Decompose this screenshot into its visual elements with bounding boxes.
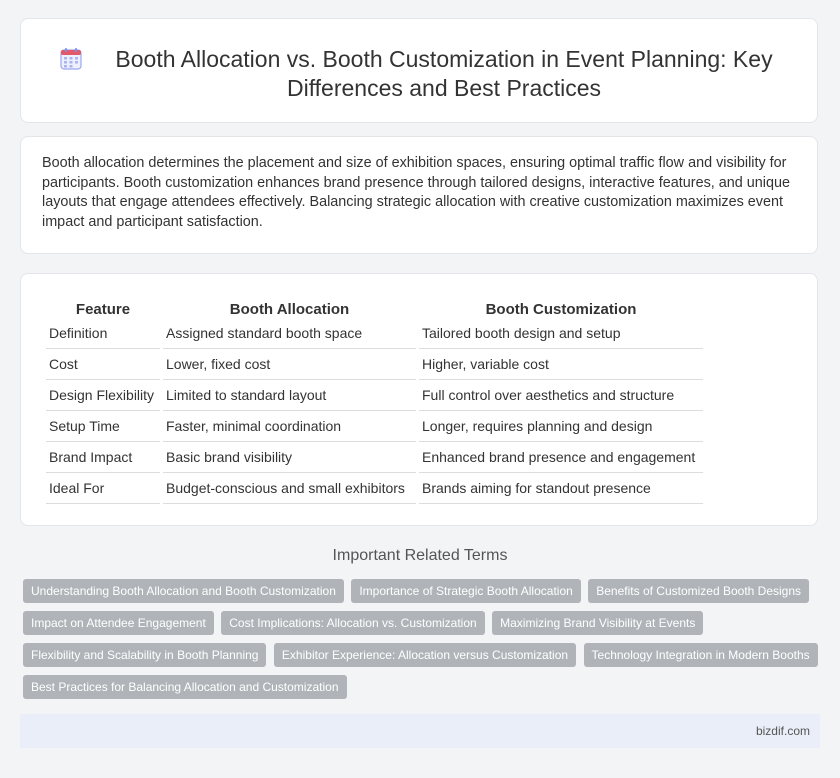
header-feature: Feature	[75, 301, 131, 318]
table-row	[46, 349, 703, 380]
table-cell: Tailored booth design and setup	[419, 318, 703, 349]
table-row	[46, 318, 703, 349]
related-term-tag[interactable]: Best Practices for Balancing Allocation and Customization	[23, 675, 347, 699]
table-cell: Enhanced brand presence and engagement	[419, 442, 703, 473]
related-term-tag[interactable]: Flexibility and Scalability in Booth Planning	[23, 643, 266, 667]
related-term-tag[interactable]: Importance of Strategic Booth Allocation	[351, 579, 580, 603]
comparison-table	[43, 296, 706, 504]
header-booth-allocation: Booth Allocation	[229, 301, 350, 318]
table-row	[46, 473, 703, 504]
table-row	[46, 411, 703, 442]
table-cell: Assigned standard booth space	[163, 318, 416, 349]
table-cell: Lower, fixed cost	[163, 349, 416, 380]
comparison-card	[20, 273, 818, 526]
table-cell: Faster, minimal coordination	[163, 411, 416, 442]
table-cell: Design Flexibility	[46, 380, 160, 411]
table-cell: Ideal For	[46, 473, 160, 504]
table-cell: Budget-conscious and small exhibitors	[163, 473, 416, 504]
table-row	[46, 442, 703, 473]
related-terms-list	[23, 579, 823, 707]
table-header-row	[46, 296, 703, 318]
table-cell: Longer, requires planning and design	[419, 411, 703, 442]
related-term-tag[interactable]: Technology Integration in Modern Booths	[584, 643, 818, 667]
table-cell: Basic brand visibility	[163, 442, 416, 473]
related-term-tag[interactable]: Impact on Attendee Engagement	[23, 611, 214, 635]
table-cell: Cost	[46, 349, 160, 380]
table-cell: Brands aiming for standout presence	[419, 473, 703, 504]
table-cell: Higher, variable cost	[419, 349, 703, 380]
table-cell: Limited to standard layout	[163, 380, 416, 411]
related-term-tag[interactable]: Understanding Booth Allocation and Booth Customization	[23, 579, 344, 603]
table-cell: Setup Time	[46, 411, 160, 442]
header-booth-customization: Booth Customization	[485, 301, 637, 318]
related-term-tag[interactable]: Benefits of Customized Booth Designs	[588, 579, 809, 603]
intro-paragraph: Booth allocation determines the placement and size of exhibition spaces, ensuring optimal traffic flow and visibility for participants. Booth customization enhances brand presence through tailored designs, interactive features, and unique layouts that engage attendees effectively. Balancing strategic allocation with creative customization maximizes event impact and participant satisfaction.	[42, 155, 790, 230]
footer	[20, 714, 820, 748]
related-term-tag[interactable]: Cost Implications: Allocation vs. Customization	[221, 611, 484, 635]
site-name[interactable]: bizdif.com	[755, 724, 810, 738]
title-card	[20, 18, 818, 123]
related-term-tag[interactable]: Exhibitor Experience: Allocation versus Customization	[274, 643, 576, 667]
page-title: Booth Allocation vs. Booth Customization in Event Planning: Key Differences and Best Practices	[115, 46, 773, 101]
related-terms-heading: Important Related Terms	[332, 547, 508, 564]
calendar-icon	[59, 47, 83, 71]
table-cell: Brand Impact	[46, 442, 160, 473]
intro-card	[20, 136, 818, 254]
table-row	[46, 380, 703, 411]
table-cell: Full control over aesthetics and structure	[419, 380, 703, 411]
table-cell: Definition	[46, 318, 160, 349]
related-term-tag[interactable]: Maximizing Brand Visibility at Events	[492, 611, 703, 635]
